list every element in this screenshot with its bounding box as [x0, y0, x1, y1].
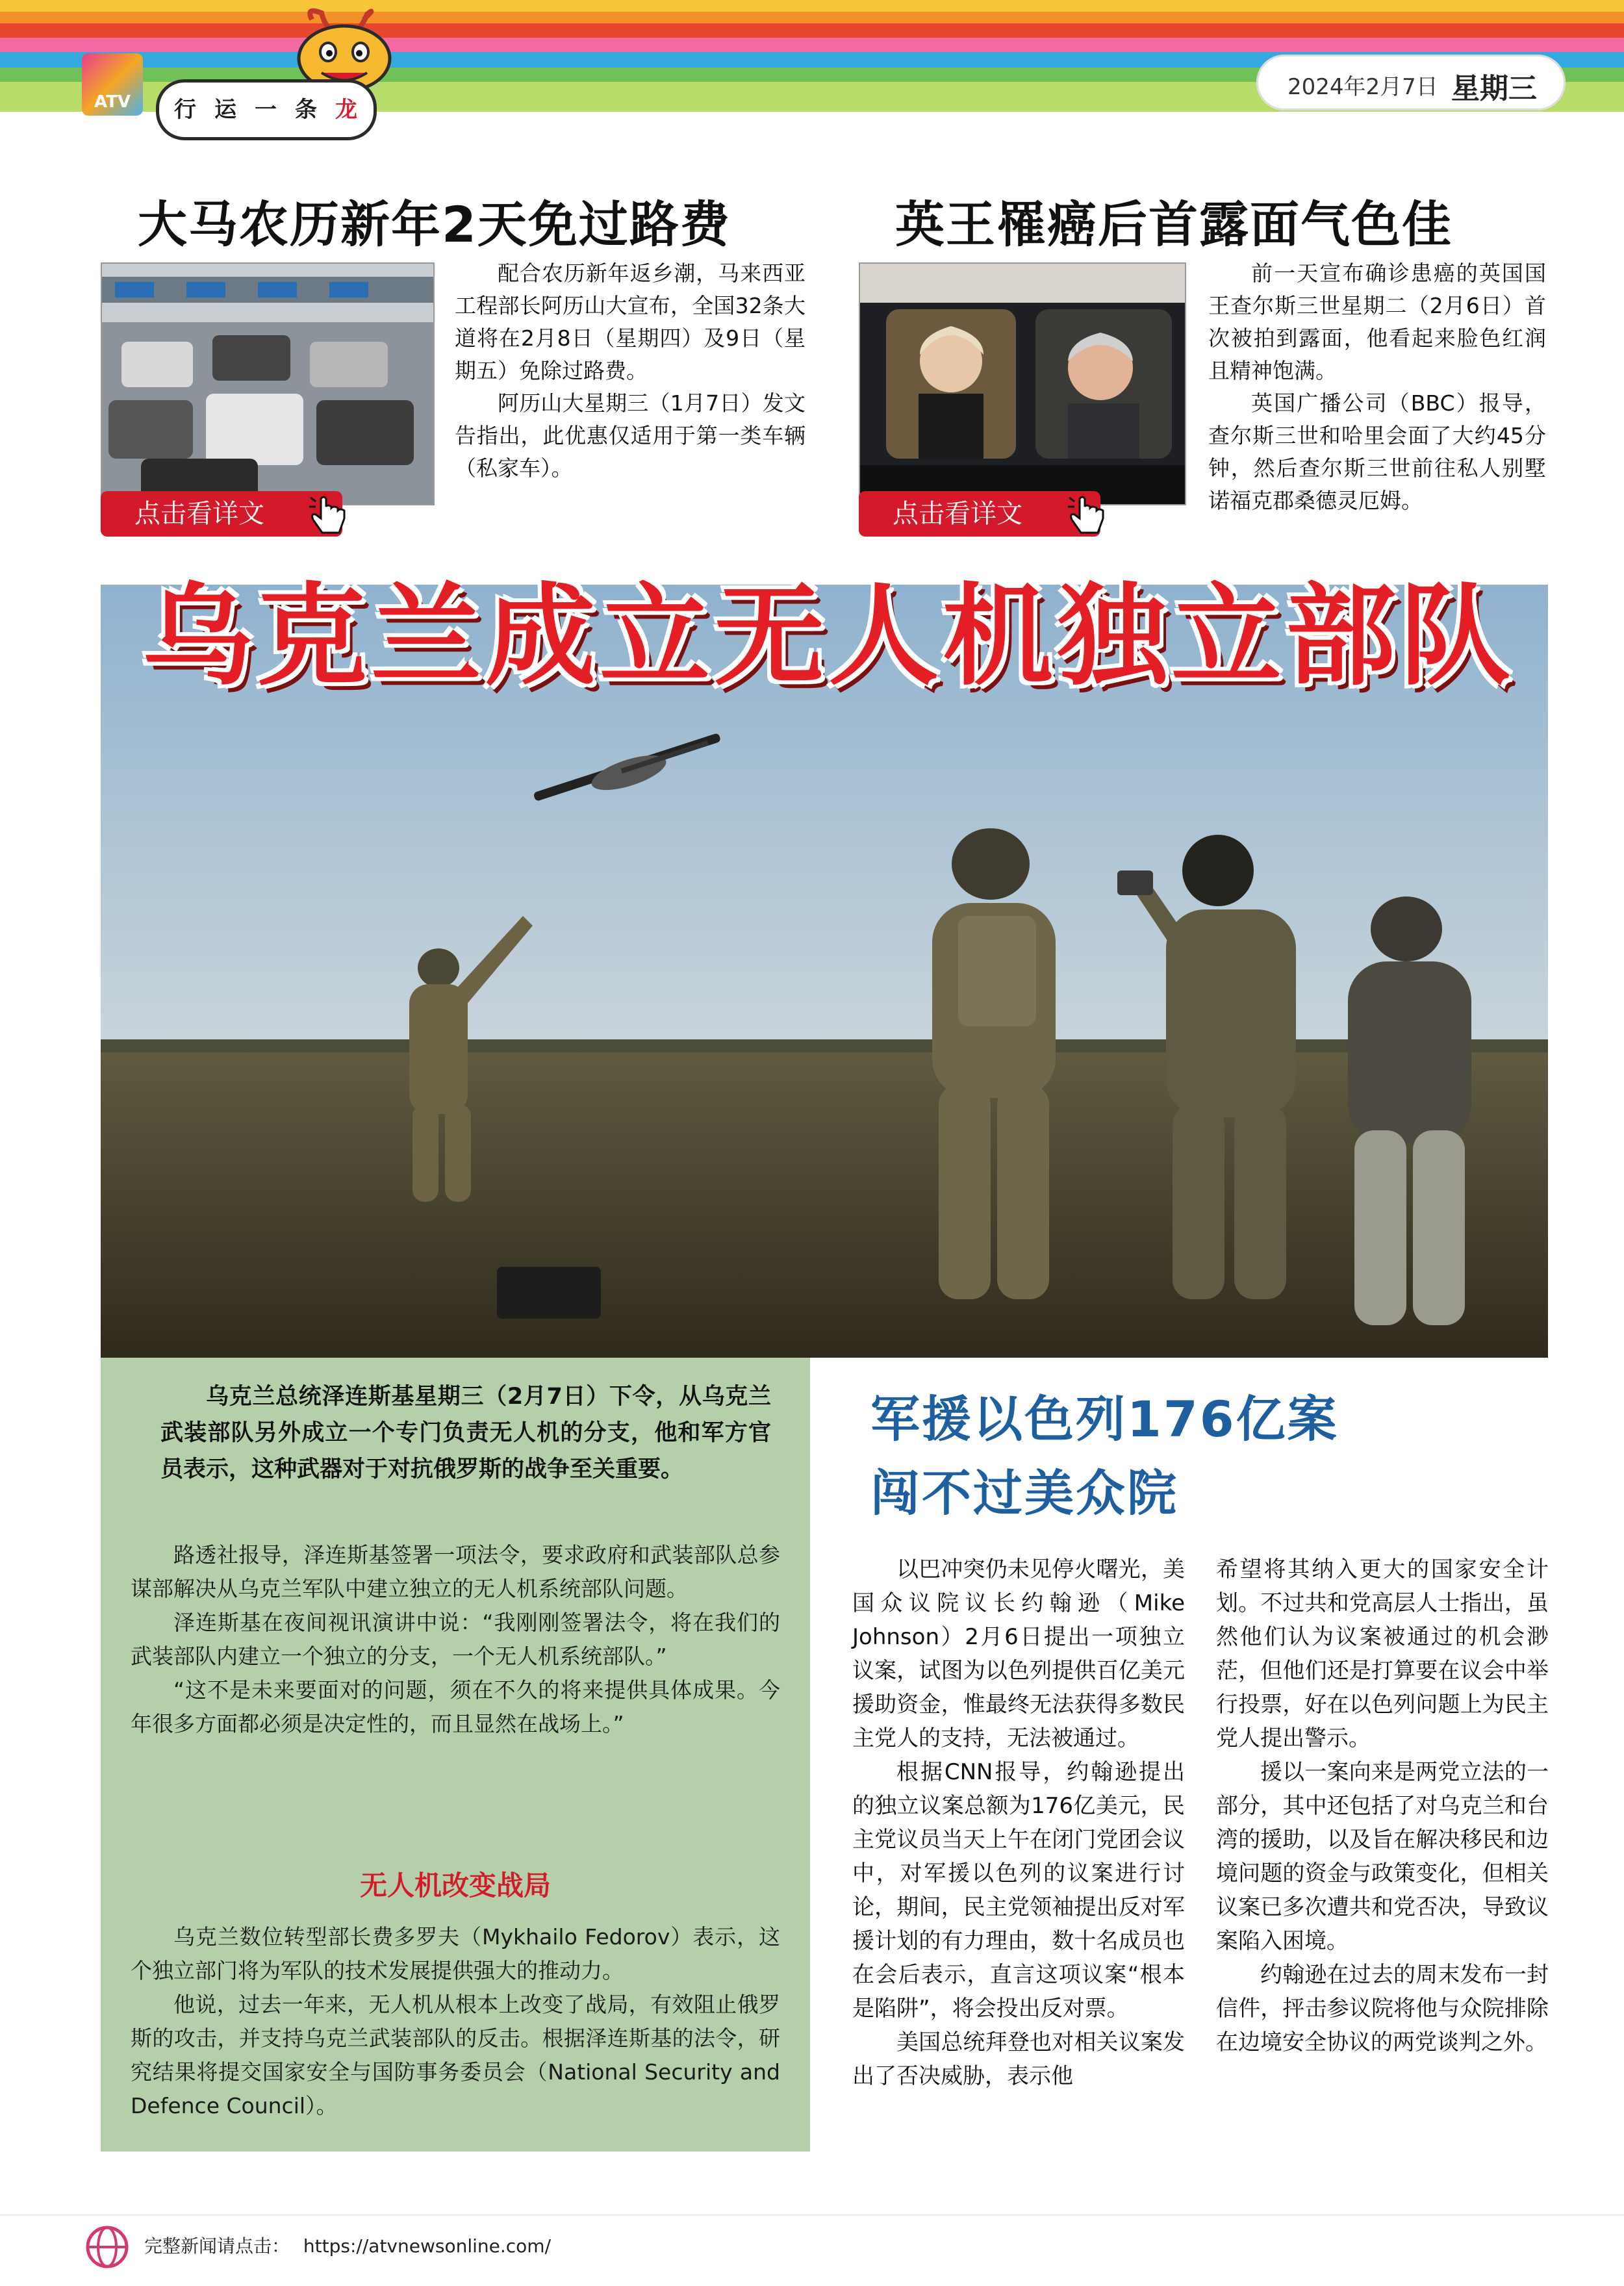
atv-logo[interactable]: [82, 53, 143, 116]
slogan-char: 龙: [335, 97, 357, 123]
news-globe-icon: [84, 2224, 130, 2270]
slogan-pill: [156, 79, 377, 140]
main-body-2: [131, 1920, 780, 2123]
story3-column-2: [1216, 1553, 1549, 2059]
story3-paragraph: 美国总统拜登也对相关议案发出了否决威胁，表示他: [852, 2029, 1185, 2089]
issue-weekday: 星期三: [1451, 72, 1537, 105]
story3-paragraph: 援以一案向来是两党立法的一部分，其中还包括了对乌克兰和台湾的援助，以及旨在解决移民和边境问题的资金与政策变化，但相关议案已多次遭共和党否决，导致议案陷入困境。: [1216, 1759, 1549, 1954]
main-paragraph: 泽连斯基在夜间视讯演讲中说：“我刚刚签署法令，将在我们的武装部队内建立一个独立的分支，一个无人机系统部队。”: [131, 1610, 780, 1669]
slogan-char: 条: [295, 97, 317, 123]
story1-title[interactable]: 大马农历新年2天免过路费: [138, 196, 731, 253]
story3-paragraph: 希望将其纳入更大的国家安全计划。不过共和党高层人士指出，虽然他们认为议案被通过的机会渺茫，但他们还是打算要在议会中举行投票，好在以色列问题上为民主党人提出警示。: [1216, 1556, 1549, 1751]
story2-title[interactable]: 英王罹癌后首露面气色佳: [895, 196, 1453, 253]
pointing-hand-icon: [308, 492, 349, 540]
slogan-char: 运: [214, 97, 236, 123]
main-paragraph: 他说，过去一年来，无人机从根本上改变了战局，有效阻止俄罗斯的攻击，并支持乌克兰武装部队的反击。根据泽连斯基的法令，研究结果将提交国家安全与国防事务委员会（National Security and Defence Council）。: [131, 1992, 780, 2118]
story2-read-more-button[interactable]: 点击看详文: [859, 491, 1100, 537]
main-headline[interactable]: 乌克兰成立无人机独立部队: [142, 572, 1514, 701]
main-paragraph: “这不是未来要面对的问题，须在不久的将来提供具体成果。今年很多方面都必须是决定性的，而且显然在战场上。”: [131, 1677, 780, 1736]
story3-paragraph: 以巴冲突仍未见停火曙光，美国众议院议长约翰逊（Mike Johnson）2月6日提出一项独立议案，试图为以色列提供百亿美元援助资金，惟最终无法获得多数民主党人的支持，无法被通过。: [852, 1556, 1185, 1751]
header-stripe: [0, 23, 1624, 38]
toll-traffic-photo[interactable]: [101, 262, 435, 505]
header-stripe: [0, 0, 1624, 12]
story1-paragraph: 配合农历新年返乡潮，马来西亚工程部长阿历山大宣布，全国32条大道将在2月8日（星期四）及9日（星期五）免除过路费。: [455, 260, 806, 383]
story1-paragraph: 阿历山大星期三（1月7日）发文告指出，此优惠仅适用于第一类车辆（私家车）。: [455, 390, 806, 481]
main-body: [131, 1538, 780, 1741]
toll-traffic-photo-art: [102, 264, 433, 504]
main-lead-text: 乌克兰总统泽连斯基星期三（2月7日）下令，从乌克兰武装部队另外成立一个专门负责无人机的分支，他和军方官员表示，这种武器对于对抗俄罗斯的战争至关重要。: [160, 1384, 771, 1482]
logo-text: ATV: [94, 92, 131, 112]
main-paragraph: 乌克兰数位转型部长费多罗夫（Mykhailo Fedorov）表示，这个独立部门将为军队的技术发展提供强大的推动力。: [131, 1924, 780, 1983]
pointing-hand-icon: [1067, 492, 1108, 540]
issue-date: 2024年2月7日: [1288, 74, 1438, 100]
story3-title[interactable]: [870, 1382, 1455, 1530]
footer-label: 完整新闻请点击：: [144, 2235, 290, 2257]
story1-body: [455, 257, 806, 485]
story3-title-line2: 闯不过美众院: [870, 1464, 1178, 1522]
story1-read-more-button[interactable]: 点击看详文: [101, 491, 342, 537]
story2-paragraph: 英国广播公司（BBC）报导，查尔斯三世和哈里会面了大约45分钟，然后查尔斯三世前往私人别墅诺福克郡桑德灵厄姆。: [1208, 390, 1546, 513]
slogan-char: 一: [255, 97, 277, 123]
main-lead: [160, 1378, 771, 1488]
story3-paragraph: 约翰逊在过去的周末发布一封信件，抨击参议院将他与众院排除在边境安全协议的两党谈判之外。: [1216, 1962, 1549, 2055]
footer-divider: [0, 2214, 1624, 2216]
king-car-photo[interactable]: [859, 262, 1186, 505]
main-story-box: [101, 1358, 810, 2152]
slogan-char: 行: [174, 97, 196, 123]
main-subhead: 无人机改变战局: [359, 1870, 551, 1901]
date-pill: [1256, 55, 1566, 110]
story3-title-line1: 军援以色列176亿案: [870, 1390, 1339, 1448]
header-stripe: [0, 38, 1624, 52]
story3-paragraph: 根据CNN报导，约翰逊提出的独立议案总额为176亿美元，民主党议员当天上午在闭门党团会议中，对军援以色列的议案进行讨论，期间，民主党领袖提出反对军援计划的有力理由，数十名成员也在会后表示，直言这项议案“根本是陷阱”，将会投出反对票。: [852, 1759, 1185, 2022]
king-car-photo-art: [860, 264, 1185, 504]
footer-link[interactable]: https://atvnewsonline.com/: [303, 2235, 551, 2257]
main-paragraph: 路透社报导，泽连斯基签署一项法令，要求政府和武装部队总参谋部解决从乌克兰军队中建立独立的无人机系统部队问题。: [131, 1542, 780, 1601]
story2-body: [1208, 257, 1546, 517]
header-stripe: [0, 12, 1624, 23]
footer-text: [144, 2232, 551, 2258]
story3-column-1: [852, 1553, 1185, 2093]
story2-paragraph: 前一天宣布确诊患癌的英国国王查尔斯三世星期二（2月6日）首次被拍到露面，他看起来脸色红润且精神饱满。: [1208, 260, 1546, 383]
